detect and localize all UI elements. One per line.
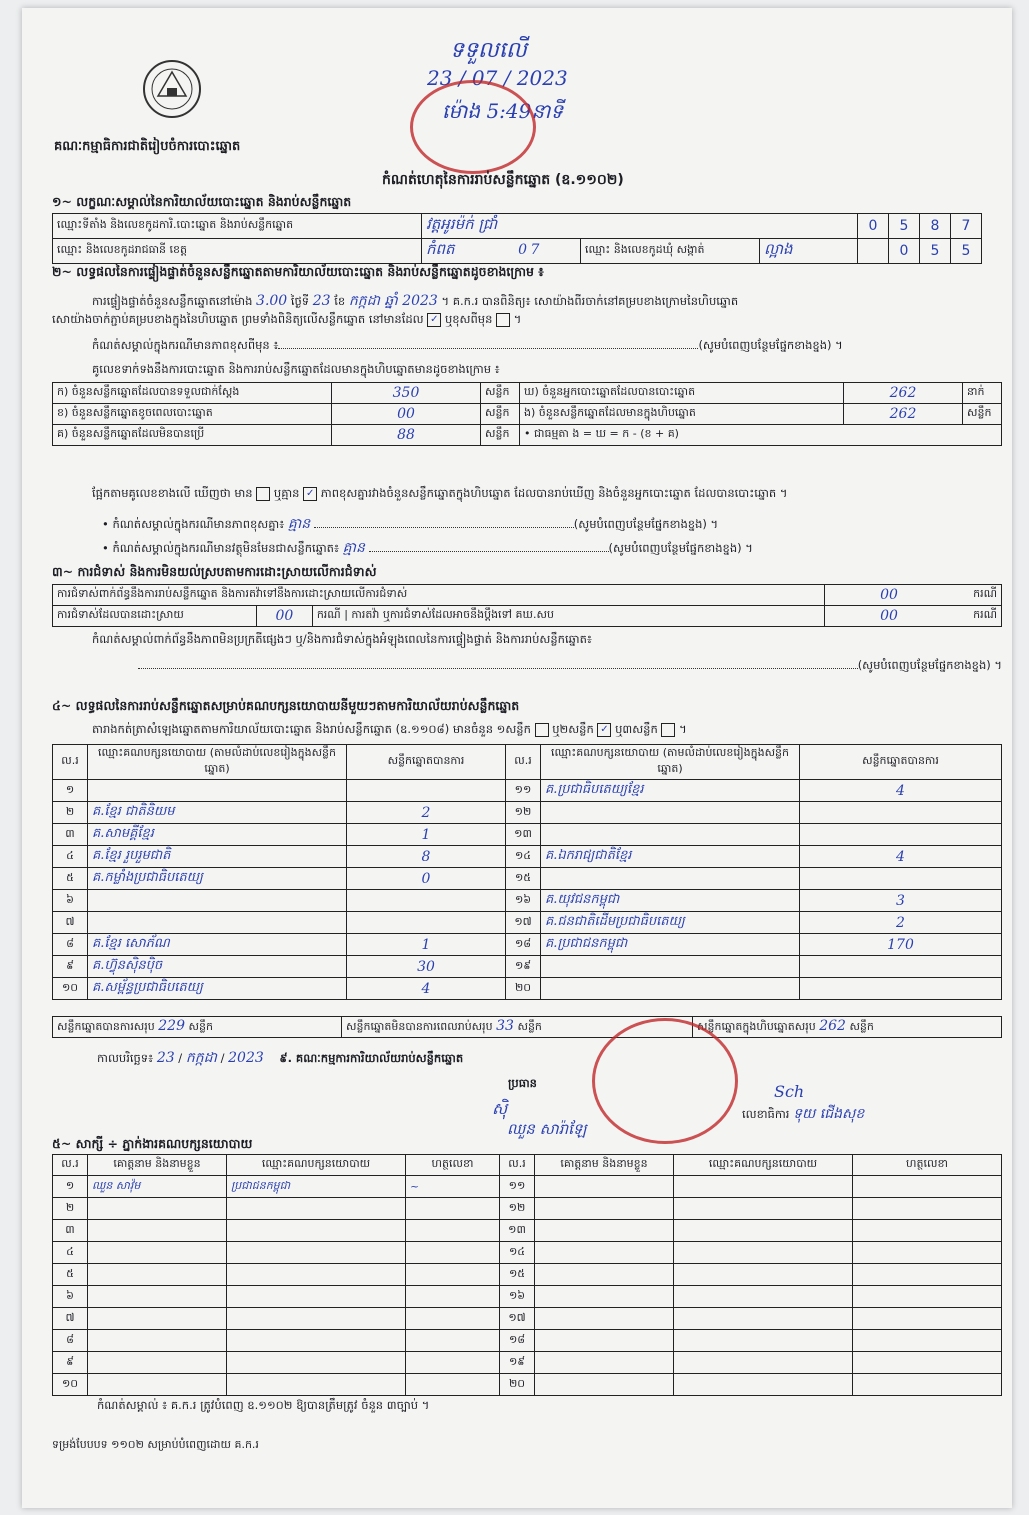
witness-no: ៥ bbox=[53, 1264, 88, 1286]
station-digit: 0 bbox=[858, 214, 889, 239]
witness-no: ១៧ bbox=[500, 1308, 535, 1330]
section3-fill: (សូមបំពេញបន្ថែមផ្នែកខាងខ្នង) ។ bbox=[52, 658, 1002, 675]
witness-signature[interactable] bbox=[853, 1176, 1002, 1198]
witness-table: ល.រ គោត្តនាម និងនាមខ្លួន ឈ្មោះគណបក្សនយោបាយ ហត្ថលេខា ល.រ គោត្តនាម និងនាមខ្លួន ឈ្មោះគណបក្សនយោបាយ ហត្ថលេខា ១ ឈួន សាវ៉ុម ប្រជាជនកម្ពុជា ~ ១១ ២ ១២ ៣ ១៣ ៤ ១៤ ៥ ១៥ ៦ ១៦ ៧ ១៧ ៨ ១៨ ៩ ១៩ ១០ ២០ bbox=[52, 1154, 1002, 1396]
party-no: ៣ bbox=[53, 824, 88, 846]
party-no: ២ bbox=[53, 802, 88, 824]
witness-signature[interactable] bbox=[853, 1330, 1002, 1352]
received-time: ម៉ោង 5:49នាទី bbox=[442, 99, 564, 123]
witness-signature[interactable] bbox=[853, 1352, 1002, 1374]
party-votes: 0 bbox=[347, 868, 506, 890]
section4-intro: តារាងកត់ត្រាសំឡេងឆ្នោតតាមការិយាល័យបោះឆ្នោត និងរាប់សន្លឹកឆ្នោត (ឧ.១១០៨) មានចំនួន ១សន្លឹក ឬ២សន្លឹក ✓ ឬ៣សន្លឹក ។ bbox=[92, 722, 687, 736]
party-votes: 3 bbox=[800, 890, 1002, 912]
witness-party bbox=[227, 1286, 406, 1308]
section2-para1: ការផ្ទៀងផ្ទាត់ចំនួនសន្លឹកឆ្នោតនៅម៉ោង 3.00 ថ្ងៃទី 23 ខែ កក្កដា ឆ្នាំ 2023 ។ គ.ក.រ បានពិនិត្យ៖ សោយ៉ាងពីរចាក់នៅគម្របខាងក្រោមនៃហិបឆ្នោត bbox=[92, 293, 739, 309]
footer-note: កំណត់សម្គាល់ ៖ គ.ក.រ ត្រូវបំពេញ ឧ.១១០២ ឱ្យបានត្រឹមត្រូវ ចំនួន ៣ច្បាប់ ។ bbox=[97, 1398, 430, 1412]
witness-no: ២០ bbox=[500, 1374, 535, 1396]
witness-signature[interactable] bbox=[853, 1242, 1002, 1264]
party-rows bbox=[53, 780, 1002, 1000]
witness-party bbox=[674, 1264, 853, 1286]
party-name bbox=[541, 978, 800, 1000]
ballots-unused-value: 88 bbox=[332, 425, 481, 446]
station-info-table bbox=[52, 213, 982, 264]
resolved-value: 00 bbox=[257, 606, 313, 627]
witness-signature[interactable] bbox=[853, 1220, 1002, 1242]
witness-party bbox=[227, 1198, 406, 1220]
party-votes: 170 bbox=[800, 934, 1002, 956]
station-digit: 7 bbox=[951, 214, 982, 239]
station-name-label: ឈ្មោះទីតាំង និងលេខកូដការិ.បោះឆ្នោត និងរាប់សន្លឹកឆ្នោត bbox=[53, 214, 422, 239]
witness-party bbox=[674, 1352, 853, 1374]
party-votes bbox=[347, 912, 506, 934]
party-name: គ.ខ្មែរ សោភ័ណ bbox=[88, 934, 347, 956]
received-label: ទទួលលើ bbox=[450, 38, 527, 63]
witness-signature[interactable] bbox=[406, 1264, 500, 1286]
witness-name bbox=[88, 1374, 227, 1396]
witness-name bbox=[88, 1286, 227, 1308]
party-votes: 1 bbox=[347, 934, 506, 956]
copies-3-checkbox[interactable] bbox=[661, 723, 675, 737]
party-name bbox=[541, 868, 800, 890]
formula: • ជាធម្មតា ង = ឃ = ក - (ខ + គ) bbox=[520, 425, 1002, 446]
witness-name bbox=[535, 1198, 674, 1220]
party-no: ១៩ bbox=[506, 956, 541, 978]
box-total: 262 bbox=[819, 1018, 846, 1034]
witness-party: ប្រជាជនកម្ពុជា bbox=[227, 1176, 406, 1198]
ballot-count-table: ក) ចំនួនសន្លឹកឆ្នោតដែលបានទទួលជាក់ស្តែង 350 សន្លឹក ឃ) ចំនួនអ្នកបោះឆ្នោតដែលបានបោះឆ្នោត 262 នាក់ ខ) ចំនួនសន្លឹកឆ្នោតខូចពេលបោះឆ្នោត 00 សន្លឹក ង) ចំនួនសន្លឹកឆ្នោតដែលមានក្នុងហិបឆ្នោត 262 សន្លឹក គ) ចំនួនសន្លឹកឆ្នោតដែលមិនបានប្រើ 88 សន្លឹក • ជាធម្មតា ង = ឃ = ក - (ខ + គ) bbox=[52, 382, 1002, 446]
top-seal-stamp bbox=[410, 80, 536, 174]
witness-row bbox=[53, 1352, 1002, 1374]
witness-signature[interactable]: ~ bbox=[406, 1176, 500, 1198]
witness-signature[interactable] bbox=[406, 1198, 500, 1220]
witness-name bbox=[88, 1220, 227, 1242]
witness-name bbox=[88, 1352, 227, 1374]
party-row bbox=[53, 846, 1002, 868]
ballots-spoiled-label: ខ) ចំនួនសន្លឹកឆ្នោតខូចពេលបោះឆ្នោត bbox=[53, 404, 332, 425]
voters-label: ឃ) ចំនួនអ្នកបោះឆ្នោតដែលបានបោះឆ្នោត bbox=[520, 383, 844, 404]
count-start-time: 3.00 bbox=[256, 293, 288, 309]
party-name: គ.ខ្មែរ ជាតិនិយម bbox=[88, 802, 347, 824]
party-name: គ.កម្លាំងប្រជាធិបតេយ្យ bbox=[88, 868, 347, 890]
witness-signature[interactable] bbox=[853, 1264, 1002, 1286]
province-digit: 0 bbox=[518, 242, 527, 258]
ballots-in-box-label: ង) ចំនួនសន្លឹកឆ្នោតដែលមានក្នុងហិបឆ្នោត bbox=[520, 404, 844, 425]
witness-name bbox=[535, 1220, 674, 1242]
party-name bbox=[88, 890, 347, 912]
witness-no: ១៩ bbox=[500, 1352, 535, 1374]
party-no: ១៨ bbox=[506, 934, 541, 956]
witness-signature[interactable] bbox=[853, 1286, 1002, 1308]
witness-no: ៨ bbox=[53, 1330, 88, 1352]
witness-party bbox=[227, 1352, 406, 1374]
party-row bbox=[53, 912, 1002, 934]
witness-row bbox=[53, 1374, 1002, 1396]
witness-name bbox=[535, 1308, 674, 1330]
complaint-table: ការជំទាស់ពាក់ព័ន្ធនឹងការរាប់សន្លឹកឆ្នោត និងការតវ៉ាទៅនឹងការដោះស្រាយលើការជំទាស់ 00 ករណី ការជំទាស់ដែលបានដោះស្រាយ 00 ករណី | ការតវ៉ា ឬការជំទាស់ដែលអាចនឹងប្តឹងទៅ គឃ.សប 00 ករណី bbox=[52, 584, 1002, 627]
voters-value: 262 bbox=[844, 383, 963, 404]
party-name: គ.សម្ព័ន្ធប្រជាធិបតេយ្យ bbox=[88, 978, 347, 1000]
commune-label: ឈ្មោះ និងលេខកូដឃុំ សង្កាត់ bbox=[581, 239, 760, 264]
date-line: កាលបរិច្ឆេទ៖ 23 / កក្កដា / 2023 ៩. គណៈកម្មការការិយាល័យរាប់សន្លឹកឆ្នោត bbox=[97, 1050, 464, 1066]
witness-name: ឈួន សាវ៉ុម bbox=[88, 1176, 227, 1198]
witness-no: ១០ bbox=[53, 1374, 88, 1396]
witness-name bbox=[535, 1264, 674, 1286]
witness-no: ១៨ bbox=[500, 1330, 535, 1352]
commune-digit: 5 bbox=[920, 239, 951, 264]
form-page bbox=[22, 8, 1012, 1508]
party-name: គ.ប្រជាធិបតេយ្យខ្មែរ bbox=[541, 780, 800, 802]
party-votes: 2 bbox=[800, 912, 1002, 934]
party-name: គ.ឯករាជ្យជាតិខ្មែរ bbox=[541, 846, 800, 868]
note-foreign: • កំណត់សម្គាល់ក្នុងករណីមានវត្ថុមិនមែនជាសន្លឹកឆ្នោត៖ គ្មាន (សូមបំពេញបន្ថែមផ្នែកខាងខ្នង) ។ bbox=[102, 540, 753, 556]
party-no: ២០ bbox=[506, 978, 541, 1000]
witness-no: ២ bbox=[53, 1198, 88, 1220]
party-no: ១៤ bbox=[506, 846, 541, 868]
totals-row: សន្លឹកឆ្នោតបានការសរុប 229 សន្លឹក សន្លឹកឆ្នោតមិនបានការពេលរាប់សរុប 33 សន្លឹក សន្លឹកឆ្នោតក្នុងហិបឆ្នោតសរុប 262 សន្លឹក bbox=[52, 1016, 1002, 1038]
witness-name bbox=[535, 1242, 674, 1264]
witness-party bbox=[674, 1198, 853, 1220]
witness-party bbox=[227, 1330, 406, 1352]
witness-no: ១ bbox=[53, 1176, 88, 1198]
witness-no: ៧ bbox=[53, 1308, 88, 1330]
witness-name bbox=[88, 1308, 227, 1330]
witness-no: ៤ bbox=[53, 1242, 88, 1264]
witness-no: ៩ bbox=[53, 1352, 88, 1374]
complaint-label: ការជំទាស់ពាក់ព័ន្ធនឹងការរាប់សន្លឹកឆ្នោត និងការតវ៉ាទៅនឹងការដោះស្រាយលើការជំទាស់ bbox=[53, 585, 825, 606]
witness-party bbox=[227, 1308, 406, 1330]
party-name: គ.ខ្មែរ រួបរួមជាតិ bbox=[88, 846, 347, 868]
section5-heading: ៥~ សាក្សី ÷ ភ្នាក់ងារគណបក្សនយោបាយ bbox=[52, 1136, 253, 1151]
witness-row bbox=[53, 1176, 1002, 1198]
party-row bbox=[53, 956, 1002, 978]
witness-signature[interactable] bbox=[406, 1242, 500, 1264]
correct-checkbox[interactable]: ✓ bbox=[427, 313, 441, 327]
witness-row bbox=[53, 1198, 1002, 1220]
party-no: ៨ bbox=[53, 934, 88, 956]
ballots-spoiled-value: 00 bbox=[332, 404, 481, 425]
party-name bbox=[541, 824, 800, 846]
witness-name bbox=[88, 1264, 227, 1286]
party-votes bbox=[800, 802, 1002, 824]
witness-signature[interactable] bbox=[406, 1286, 500, 1308]
witness-party bbox=[674, 1220, 853, 1242]
party-name: គ.ប្រជាជនកម្ពុជា bbox=[541, 934, 800, 956]
party-votes: 4 bbox=[800, 846, 1002, 868]
note-line-1: កំណត់សម្គាល់ក្នុងករណីមានភាពខុសពីមុន ៖ (សូមបំពេញបន្ថែមផ្នែកខាងខ្នង) ។ bbox=[92, 338, 843, 352]
section2-para2: សោយ៉ាងចាក់ភ្ជាប់គម្របខាងក្នុងនៃហិបឆ្នោត ព្រមទាំងពិនិត្យលើសន្លឹកឆ្នោត នៅមានដែល ✓ ឬខុសពីមុន ។ bbox=[52, 312, 522, 326]
match-none-checkbox[interactable]: ✓ bbox=[303, 487, 317, 501]
party-no: ១៦ bbox=[506, 890, 541, 912]
copies-2-checkbox[interactable]: ✓ bbox=[597, 723, 611, 737]
witness-no: ១៣ bbox=[500, 1220, 535, 1242]
match-statement: ផ្អែកតាមគូលេខខាងលើ ឃើញថា មាន ឬគ្មាន ✓ ភាពខុសគ្នារវាងចំនួនសន្លឹកឆ្នោតក្នុងហិបឆ្នោត ដែលបានរាប់ឃើញ និងចំនួនអ្នកបោះឆ្នោត ដែលបានបោះឆ្នោត ។ bbox=[92, 486, 788, 500]
ballots-in-box-value: 262 bbox=[844, 404, 963, 425]
witness-name bbox=[88, 1198, 227, 1220]
party-name: គ.សាមគ្គីខ្មែរ bbox=[88, 824, 347, 846]
party-votes bbox=[347, 890, 506, 912]
party-row bbox=[53, 824, 1002, 846]
party-no: ១៧ bbox=[506, 912, 541, 934]
mismatch-checkbox[interactable] bbox=[256, 487, 270, 501]
commune-digit: 0 bbox=[889, 239, 920, 264]
footer-form-code: ទម្រង់បែបបទ ១១០២ សម្រាប់បំពេញដោយ គ.ក.រ bbox=[52, 1438, 259, 1451]
witness-party bbox=[227, 1220, 406, 1242]
section2-heading: ២~ លទ្ធផលនៃការផ្ទៀងផ្ទាត់ចំនួនសន្លឹកឆ្នោតតាមការិយាល័យបោះឆ្នោត និងរាប់សន្លឹកឆ្នោតដូចខាងក្រោម ៖ bbox=[52, 264, 544, 279]
party-results-table: ល.រ ឈ្មោះគណបក្សនយោបាយ (តាមលំដាប់លេខរៀងក្នុងសន្លឹកឆ្នោត) សន្លឹកឆ្នោតបានការ ល.រ ឈ្មោះគណបក្សនយោបាយ (តាមលំដាប់លេខរៀងក្នុងសន្លឹកឆ្នោត) សន្លឹកឆ្នោតបានការ ១ ១១ គ.ប្រជាធិបតេយ្យខ្មែរ 4 ២ គ.ខ្មែរ ជាតិនិយម 2 ១២ ៣ គ.សាមគ្គីខ្មែរ 1 ១៣ ៤ គ.ខ្មែរ រួបរួមជាតិ 8 ១៤ គ.ឯករាជ្យជាតិខ្មែរ 4 ៥ គ.កម្លាំងប្រជាធិបតេយ្យ 0 ១៥ ៦ ១៦ គ.យុវជនកម្ពុជា 3 ៧ ១៧ គ.ជនជាតិដើមប្រជាធិបតេយ្យ 2 ៨ គ.ខ្មែរ សោភ័ណ 1 ១៨ គ.ប្រជាជនកម្ពុជា 170 ៩ គ.ហ៊្វុនស៊ិនប៉ិច 30 ១៩ ១០ គ.សម្ព័ន្ធប្រជាធិបតេយ្យ 4 ២០ bbox=[52, 744, 1002, 1000]
party-name: គ.ហ៊្វុនស៊ិនប៉ិច bbox=[88, 956, 347, 978]
section3-note: កំណត់សម្គាល់ពាក់ព័ន្ធនឹងភាពមិនប្រក្រតីផ្សេងៗ ឬ/និងការជំទាស់ក្នុងអំឡុងពេលនៃការផ្ទៀងផ្ទាត់ និងការរាប់សន្លឹកឆ្នោត៖ bbox=[92, 632, 592, 646]
valid-total: 229 bbox=[158, 1018, 185, 1034]
copies-1-checkbox[interactable] bbox=[535, 723, 549, 737]
form-title: កំណត់ហេតុនៃការរាប់សន្លឹកឆ្នោត (ឧ.១១០២) bbox=[382, 172, 624, 188]
party-row bbox=[53, 780, 1002, 802]
party-no: ១២ bbox=[506, 802, 541, 824]
received-date: 23 / 07 / 2023 bbox=[427, 66, 568, 90]
party-votes: 8 bbox=[347, 846, 506, 868]
witness-party bbox=[674, 1374, 853, 1396]
party-votes bbox=[800, 978, 1002, 1000]
bottom-seal-stamp bbox=[592, 1018, 738, 1144]
chairman-name: ឈួន សារ៉ាឡែ bbox=[507, 1120, 587, 1138]
note-mismatch: • កំណត់សម្គាល់ក្នុងករណីមានភាពខុសគ្នា៖ គ្មាន (សូមបំពេញបន្ថែមផ្នែកខាងខ្នង) ។ bbox=[102, 516, 719, 532]
count-month: កក្កដា ឆ្នាំ 2023 bbox=[348, 293, 438, 309]
witness-row bbox=[53, 1242, 1002, 1264]
party-row bbox=[53, 802, 1002, 824]
witness-party bbox=[227, 1264, 406, 1286]
witness-signature[interactable] bbox=[406, 1308, 500, 1330]
station-digit: 5 bbox=[889, 214, 920, 239]
party-row bbox=[53, 890, 1002, 912]
section4-heading: ៤~ លទ្ធផលនៃការរាប់សន្លឹកឆ្នោតសម្រាប់គណបក្សនយោបាយនីមួយៗតាមការិយាល័យរាប់សន្លឹកឆ្នោត bbox=[52, 698, 520, 713]
witness-signature[interactable] bbox=[406, 1374, 500, 1396]
party-no: ១០ bbox=[53, 978, 88, 1000]
nec-emblem-icon bbox=[140, 58, 204, 120]
party-name bbox=[88, 780, 347, 802]
witness-no: ១១ bbox=[500, 1176, 535, 1198]
province-value: កំពត bbox=[426, 240, 455, 258]
section1-heading: ១~ លក្ខណៈសម្គាល់នៃការិយាល័យបោះឆ្នោត និងរាប់សន្លឹកឆ្នោត bbox=[52, 194, 352, 209]
witness-name bbox=[88, 1330, 227, 1352]
commune-digit: 5 bbox=[951, 239, 982, 264]
party-name bbox=[541, 956, 800, 978]
party-votes bbox=[800, 956, 1002, 978]
witness-name bbox=[535, 1176, 674, 1198]
party-name: គ.យុវជនកម្ពុជា bbox=[541, 890, 800, 912]
count-day: 23 bbox=[312, 293, 331, 309]
witness-row bbox=[53, 1220, 1002, 1242]
witness-no: ៣ bbox=[53, 1220, 88, 1242]
witness-row bbox=[53, 1330, 1002, 1352]
witness-rows bbox=[53, 1176, 1002, 1396]
witness-party bbox=[674, 1176, 853, 1198]
invalid-total: 33 bbox=[496, 1018, 514, 1034]
station-digit: 8 bbox=[920, 214, 951, 239]
party-votes bbox=[347, 780, 506, 802]
party-votes: 4 bbox=[800, 780, 1002, 802]
incorrect-checkbox[interactable] bbox=[496, 313, 510, 327]
witness-party bbox=[674, 1242, 853, 1264]
party-no: ១១ bbox=[506, 780, 541, 802]
witness-row bbox=[53, 1308, 1002, 1330]
party-no: ៦ bbox=[53, 890, 88, 912]
witness-name bbox=[88, 1242, 227, 1264]
party-row bbox=[53, 868, 1002, 890]
chairman-label: ប្រធាន bbox=[508, 1076, 537, 1090]
party-no: ៥ bbox=[53, 868, 88, 890]
section3-heading: ៣~ ការជំទាស់ និងការមិនយល់ស្របតាមការដោះស្រាយលើការជំទាស់ bbox=[52, 564, 377, 579]
witness-no: ១៤ bbox=[500, 1242, 535, 1264]
witness-no: ១៥ bbox=[500, 1264, 535, 1286]
party-row bbox=[53, 978, 1002, 1000]
party-row bbox=[53, 934, 1002, 956]
witness-party bbox=[227, 1242, 406, 1264]
secretary-line: លេខាធិការ ទុយ ជើងសុខ bbox=[742, 1106, 865, 1122]
witness-signature[interactable] bbox=[406, 1352, 500, 1374]
station-name-value: វត្តអូរម៉ក់ ជ្រាំ bbox=[422, 214, 858, 239]
party-no: ១៣ bbox=[506, 824, 541, 846]
party-votes bbox=[800, 824, 1002, 846]
ballots-received-label: ក) ចំនួនសន្លឹកឆ្នោតដែលបានទទួលជាក់ស្តែង bbox=[53, 383, 332, 404]
witness-signature[interactable] bbox=[853, 1198, 1002, 1220]
province-digit: 7 bbox=[530, 242, 540, 258]
complaint-value: 00 bbox=[825, 585, 954, 606]
party-name bbox=[541, 802, 800, 824]
witness-name bbox=[535, 1286, 674, 1308]
resolved-label: ការជំទាស់ដែលបានដោះស្រាយ bbox=[53, 606, 257, 627]
ballots-unused-label: គ) ចំនួនសន្លឹកឆ្នោតដែលមិនបានប្រើ bbox=[53, 425, 332, 446]
party-no: ១៥ bbox=[506, 868, 541, 890]
witness-signature[interactable] bbox=[853, 1308, 1002, 1330]
witness-row bbox=[53, 1264, 1002, 1286]
party-name bbox=[88, 912, 347, 934]
chairman-signature: ស៊ិ bbox=[492, 1099, 508, 1118]
witness-party bbox=[674, 1330, 853, 1352]
party-votes: 30 bbox=[347, 956, 506, 978]
party-votes: 1 bbox=[347, 824, 506, 846]
party-no: ១ bbox=[53, 780, 88, 802]
witness-name bbox=[535, 1352, 674, 1374]
party-no: ៤ bbox=[53, 846, 88, 868]
witness-no: ៦ bbox=[53, 1286, 88, 1308]
party-name: គ.ជនជាតិដើមប្រជាធិបតេយ្យ bbox=[541, 912, 800, 934]
commune-value: ល្អាង bbox=[760, 239, 858, 264]
witness-signature[interactable] bbox=[406, 1330, 500, 1352]
party-votes bbox=[800, 868, 1002, 890]
appeal-value: 00 bbox=[825, 606, 954, 627]
witness-party bbox=[674, 1308, 853, 1330]
witness-party bbox=[674, 1286, 853, 1308]
secretary-signature: Sch bbox=[774, 1082, 805, 1101]
witness-row bbox=[53, 1286, 1002, 1308]
party-votes: 4 bbox=[347, 978, 506, 1000]
ballots-received-value: 350 bbox=[332, 383, 481, 404]
witness-signature[interactable] bbox=[853, 1374, 1002, 1396]
witness-party bbox=[227, 1374, 406, 1396]
witness-no: ១២ bbox=[500, 1198, 535, 1220]
party-votes: 2 bbox=[347, 802, 506, 824]
party-no: ៧ bbox=[53, 912, 88, 934]
witness-name bbox=[535, 1374, 674, 1396]
party-no: ៩ bbox=[53, 956, 88, 978]
committee-title: គណៈកម្មាធិការជាតិរៀបចំការបោះឆ្នោត bbox=[54, 139, 241, 154]
witness-no: ១៦ bbox=[500, 1286, 535, 1308]
witness-signature[interactable] bbox=[406, 1220, 500, 1242]
check-numbers-intro: គូលេខទាក់ទងនឹងការបោះឆ្នោត និងការរាប់សន្លឹកឆ្នោតដែលមានក្នុងហិបឆ្នោតមានដូចខាងក្រោម ៖ bbox=[92, 362, 500, 376]
province-label: ឈ្មោះ និងលេខកូដរាជធានី ខេត្ត bbox=[53, 239, 422, 264]
witness-name bbox=[535, 1330, 674, 1352]
